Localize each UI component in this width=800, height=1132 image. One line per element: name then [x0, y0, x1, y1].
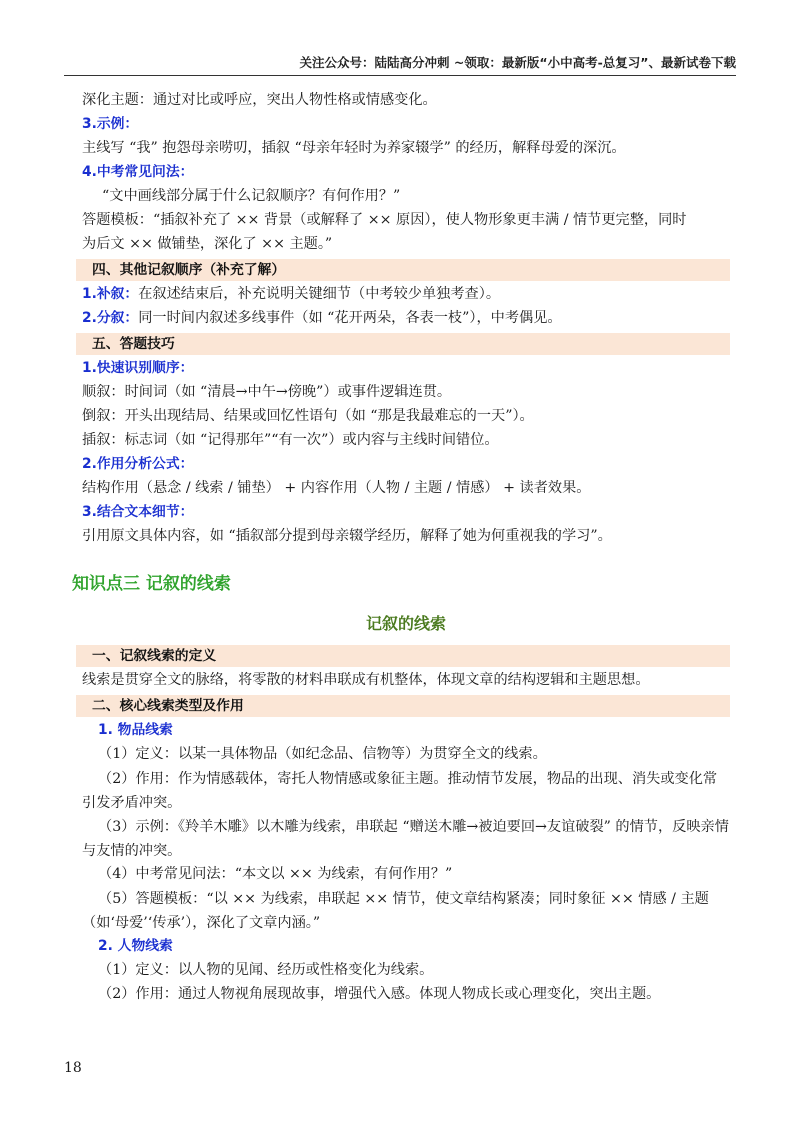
subheading: 1.快速识别顺序： — [82, 360, 194, 376]
section-band: 四、其他记叙顺序（补充了解） — [76, 259, 730, 281]
paragraph: 深化主题：通过对比或呼应，突出人物性格或情感变化。 — [82, 92, 437, 108]
subheading: 1. 物品线索 — [98, 722, 173, 738]
paragraph: 线索是贯穿全文的脉络，将零散的材料串联成有机整体，体现文章的结构逻辑和主题思想。 — [82, 672, 650, 688]
subheading: 4.中考常见问法： — [82, 164, 194, 180]
term-text: 在叙述结束后，补充说明关键细节（中考较少单独考查）。 — [138, 286, 501, 302]
paragraph: （1）定义：以人物的见闻、经历或性格变化为线索。 — [98, 962, 434, 978]
page-header — [64, 0, 736, 76]
section-band: 一、记叙线索的定义 — [76, 645, 730, 667]
section-band: 五、答题技巧 — [76, 333, 730, 355]
term-text: 同一时间内叙述多线事件（如 “花开两朵，各表一枝”），中考偶见。 — [138, 310, 562, 326]
section-title: 记叙的线索 — [365, 614, 446, 633]
paragraph: （3）示例：《羚羊木雕》以木雕为线索，串联起 “赠送木雕→被迫要回→友谊破裂” 的情节，反映亲情与友情的冲突。 — [82, 819, 729, 859]
paragraph — [82, 283, 730, 307]
paragraph: （2）作用：作为情感载体，寄托人物情感或象征主题。推动情节发展，物品的出现、消失或变化常引发矛盾冲突。 — [82, 771, 718, 811]
knowledge-point-heading: 知识点三 记叙的线索 — [72, 574, 231, 594]
paragraph: 顺叙：时间词（如 “清晨→中午→傍晚”）或事件逻辑连贯。 — [82, 384, 452, 400]
subheading: 2.作用分析公式： — [82, 456, 194, 472]
header-text: 关注公众号：陆陆高分冲刺 ~领取：最新版“小中高考-总复习”、最新试卷下载 — [299, 55, 736, 70]
paragraph: 引用原文具体内容，如 “插叙部分提到母亲辍学经历，解释了她为何重视我的学习”。 — [82, 528, 612, 544]
term-label: 2.分叙： — [82, 310, 139, 326]
subheading: 3.结合文本细节： — [82, 504, 194, 520]
paragraph: （4）中考常见问法：“本文以 ×× 为线索，有何作用？” — [98, 866, 453, 882]
paragraph: 插叙：标志词（如 “记得那年”“有一次”）或内容与主线时间错位。 — [82, 432, 499, 448]
page-number: 18 — [64, 1060, 82, 1076]
paragraph: 主线写 “我” 抱怨母亲唠叨，插叙 “母亲年轻时为养家辍学” 的经历，解释母爱的深沉。 — [82, 140, 626, 156]
paragraph: （5）答题模板：“以 ×× 为线索，串联起 ×× 情节，使文章结构紧凑；同时象征 ×× 情感 / 主题（如‘母爱’‘传承’），深化了文章内涵。” — [82, 891, 709, 931]
section-band: 二、核心线索类型及作用 — [76, 695, 730, 717]
paragraph: 结构作用（悬念 / 线索 / 铺垫） + 内容作用（人物 / 主题 / 情感） + 读者效果。 — [82, 480, 591, 496]
subheading: 3.示例： — [82, 116, 139, 132]
paragraph — [82, 307, 730, 331]
paragraph: “文中画线部分属于什么记叙顺序？有何作用？” — [102, 188, 401, 204]
document-body — [72, 89, 730, 1007]
paragraph: 答题模板：“插叙补充了 ×× 背景（或解释了 ×× 原因），使人物形象更丰满 / 情节更完整，同时 — [82, 212, 687, 228]
paragraph: 为后文 ×× 做铺垫，深化了 ×× 主题。” — [82, 236, 333, 252]
term-label: 1.补叙： — [82, 286, 139, 302]
subheading: 2. 人物线索 — [98, 938, 173, 954]
paragraph: （1）定义：以某一具体物品（如纪念品、信物等）为贯穿全文的线索。 — [98, 746, 547, 762]
paragraph: 倒叙：开头出现结局、结果或回忆性语句（如 “那是我最难忘的一天”）。 — [82, 408, 534, 424]
paragraph: （2）作用：通过人物视角展现故事，增强代入感。体现人物成长或心理变化，突出主题。 — [98, 986, 661, 1002]
